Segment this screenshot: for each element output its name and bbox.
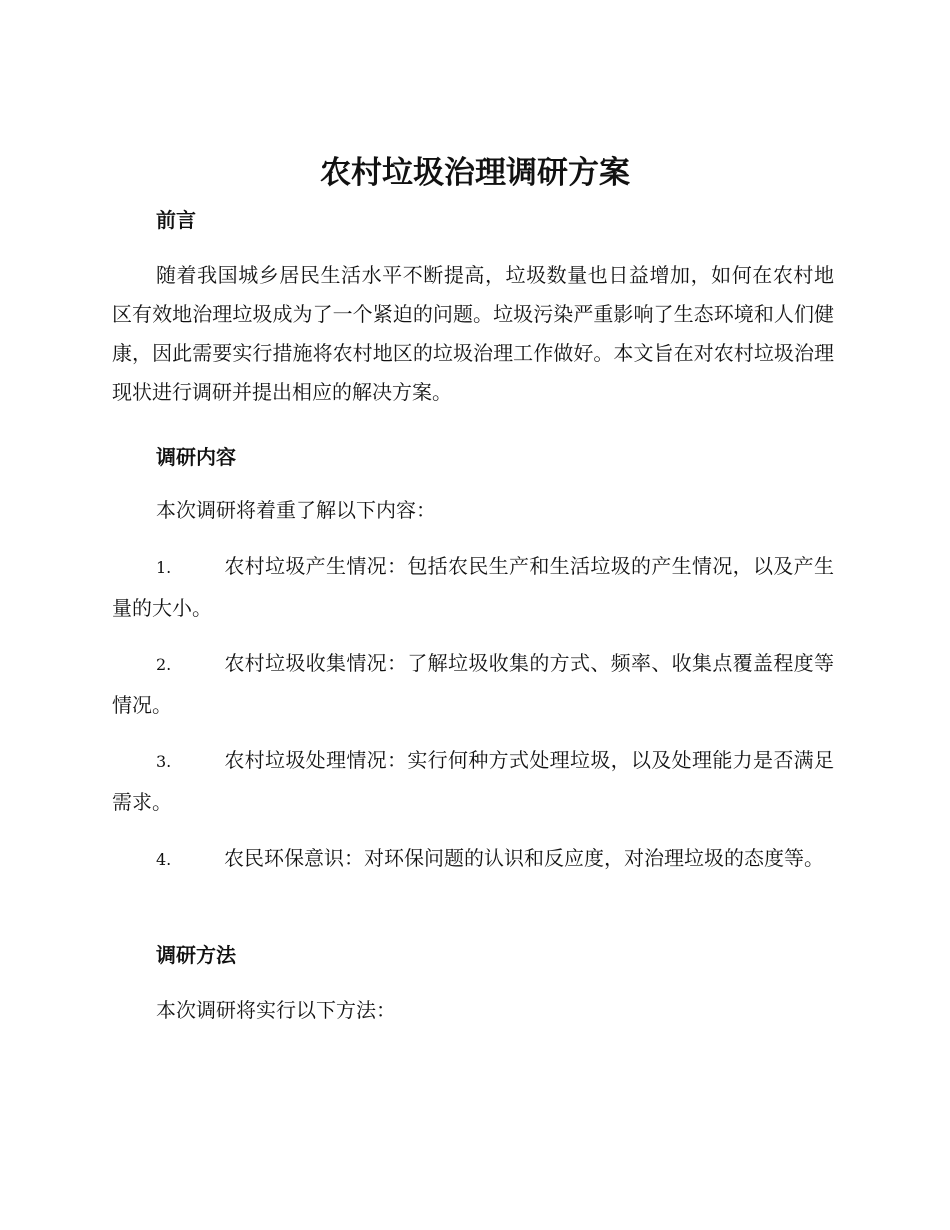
section-heading-preface: 前言 <box>156 208 196 232</box>
section-heading-content: 调研内容 <box>156 445 236 469</box>
method-intro: 本次调研将实行以下方法： <box>156 998 396 1022</box>
list-item-number: 2. <box>156 655 172 674</box>
list-item-text: 农民环保意识：对环保问题的认识和反应度，对治理垃圾的态度等。 <box>224 846 824 870</box>
list-item <box>112 838 834 880</box>
list-item-number: 3. <box>156 752 172 771</box>
list-item-text: 农村垃圾收集情况：了解垃圾收集的方式、频率、收集点覆盖程度等情况。 <box>112 651 834 717</box>
list-item <box>112 643 834 725</box>
section-heading-method: 调研方法 <box>156 943 236 967</box>
content-intro: 本次调研将着重了解以下内容： <box>156 498 436 522</box>
list-item <box>112 546 834 628</box>
list-item-number: 1. <box>156 558 172 577</box>
list-item-text: 农村垃圾处理情况：实行何种方式处理垃圾，以及处理能力是否满足需求。 <box>112 748 834 814</box>
list-item <box>112 740 834 822</box>
document-title: 农村垃圾治理调研方案 <box>320 155 630 191</box>
list-item-text: 农村垃圾产生情况：包括农民生产和生活垃圾的产生情况，以及产生量的大小。 <box>112 554 834 620</box>
preface-paragraph: 随着我国城乡居民生活水平不断提高，垃圾数量也日益增加，如何在农村地区有效地治理垃圾成为了一个紧迫的问题。垃圾污染严重影响了生态环境和人们健康，因此需要实行措施将农村地区的垃圾治理工作做好。本文旨在对农村垃圾治理现状进行调研并提出相应的解决方案。 <box>112 263 834 404</box>
list-item-number: 4. <box>156 850 172 869</box>
